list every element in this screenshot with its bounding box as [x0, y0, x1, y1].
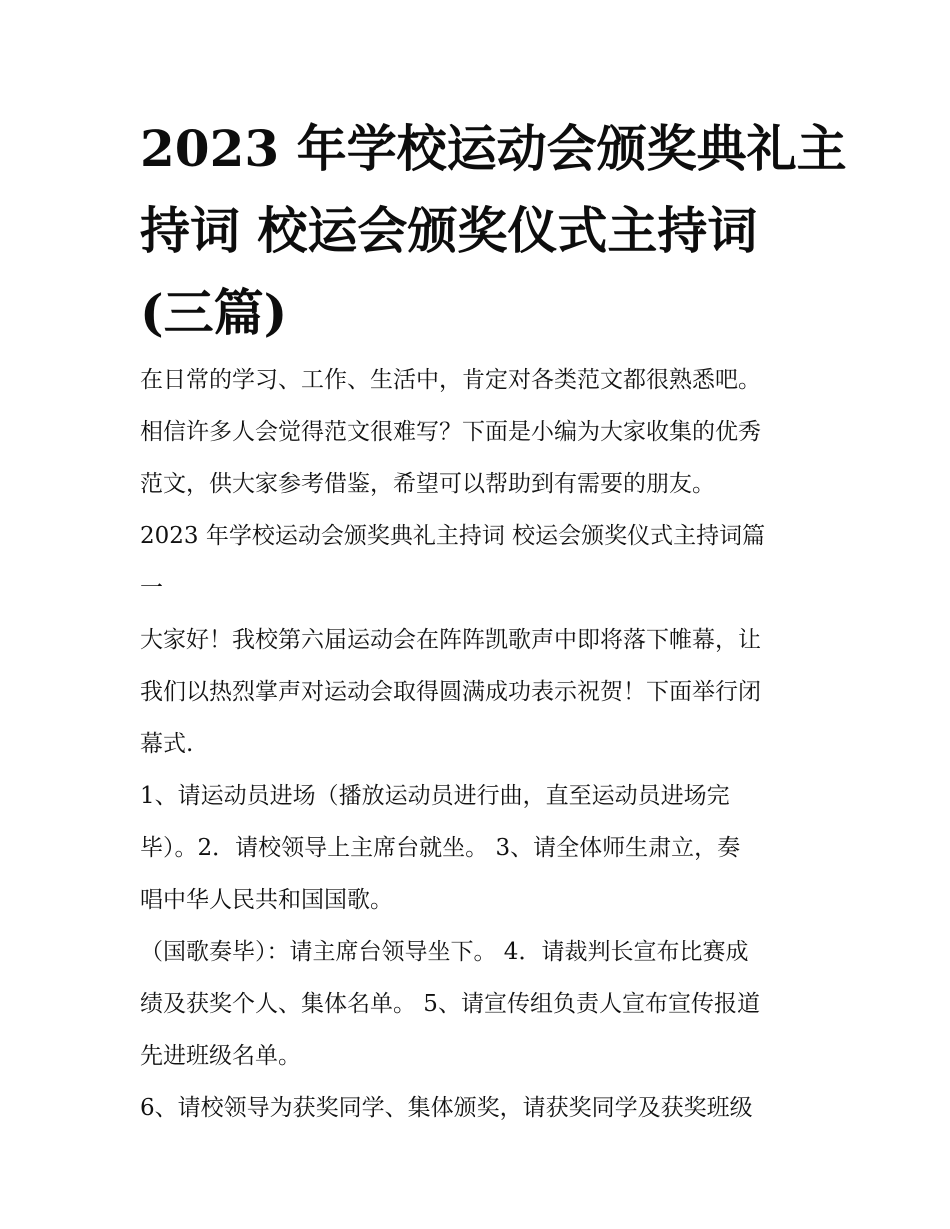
- body-line-6: 大家好！我校第六届运动会在阵阵凯歌声中即将落下帷幕，让: [140, 627, 761, 653]
- body-line-3: 范文，供大家参考借鉴，希望可以帮助到有需要的朋友。: [140, 471, 715, 497]
- body-line-9: 1、请运动员进场（播放运动员进行曲，直至运动员进场完: [140, 783, 730, 809]
- body-line-10: 毕）。2．请校领导上主席台就坐。 3、请全体师生肃立，奏: [140, 835, 741, 861]
- body-line-12: （国歌奏毕）：请主席台领导坐下。 4．请裁判长宣布比赛成: [140, 939, 749, 965]
- body-line-15: 6、请校领导为获奖同学、集体颁奖，请获奖同学及获奖班级: [140, 1095, 753, 1121]
- section-heading-line-1: 2023 年学校运动会颁奖典礼主持词 校运会颁奖仪式主持词篇: [140, 523, 766, 549]
- document-body: [140, 354, 830, 1134]
- title-line-1: 2023 年学校运动会颁奖典礼主: [140, 119, 847, 178]
- body-line-1: 在日常的学习、工作、生活中，肯定对各类范文都很熟悉吧。: [140, 367, 761, 393]
- section-heading-line-2: 一: [140, 575, 163, 601]
- body-line-14: 先进班级名单。: [140, 1043, 301, 1069]
- body-line-11: 唱中华人民共和国国歌。: [140, 887, 393, 913]
- document-title: [140, 108, 847, 354]
- title-line-3: (三篇): [140, 283, 288, 342]
- body-line-2: 相信许多人会觉得范文很难写？下面是小编为大家收集的优秀: [140, 419, 761, 445]
- body-line-7: 我们以热烈掌声对运动会取得圆满成功表示祝贺！下面举行闭: [140, 679, 761, 705]
- body-line-13: 绩及获奖个人、集体名单。 5、请宣传组负责人宣布宣传报道: [140, 991, 760, 1017]
- title-line-2: 持词 校运会颁奖仪式主持词: [140, 201, 758, 260]
- body-line-8: 幕式.: [140, 731, 194, 757]
